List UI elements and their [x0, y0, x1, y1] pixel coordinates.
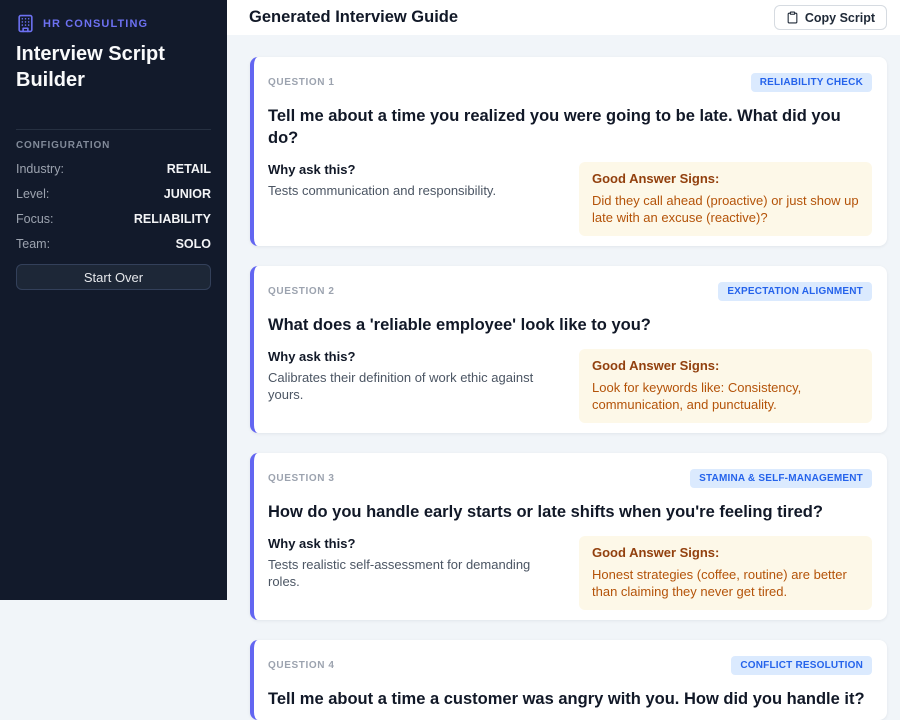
card-body — [268, 162, 872, 236]
signs-label: Good Answer Signs: — [592, 358, 720, 373]
copy-script-label: Copy Script — [804, 10, 875, 25]
signs-text: Look for keywords like: Consistency, communication, and punctuality. — [592, 380, 802, 412]
config-value: RETAIL — [166, 162, 211, 176]
copy-script-button[interactable] — [774, 5, 887, 30]
question-title: How do you handle early starts or late shifts when you're feeling tired? — [268, 503, 823, 521]
config-label: Level: — [16, 187, 50, 201]
config-row-focus — [16, 212, 211, 226]
page-title: Generated Interview Guide — [249, 8, 459, 26]
question-card-4 — [250, 640, 887, 720]
clipboard-icon — [786, 11, 799, 24]
category-badge: STAMINA & SELF-MANAGEMENT — [690, 469, 872, 488]
question-number: QUESTION 1 — [268, 77, 335, 88]
card-head — [268, 282, 872, 301]
brand — [16, 14, 211, 33]
good-answer-signs — [579, 349, 872, 423]
question-card-2 — [250, 266, 887, 433]
why-section — [268, 349, 561, 403]
category-badge: RELIABILITY CHECK — [751, 73, 872, 92]
config-value: RELIABILITY — [133, 212, 211, 226]
category-badge: CONFLICT RESOLUTION — [731, 656, 872, 675]
question-number: QUESTION 4 — [268, 660, 335, 671]
signs-text: Honest strategies (coffee, routine) are better than claiming they never get tired. — [592, 567, 847, 599]
signs-label: Good Answer Signs: — [592, 171, 720, 186]
main-panel — [227, 0, 900, 708]
config-row-level — [16, 187, 211, 201]
card-head — [268, 469, 872, 488]
config-value: SOLO — [175, 237, 211, 251]
card-head — [268, 73, 872, 92]
signs-label: Good Answer Signs: — [592, 545, 720, 560]
card-body — [268, 536, 872, 610]
question-title: What does a 'reliable employee' look like to you? — [268, 316, 651, 334]
config-row-industry — [16, 162, 211, 176]
question-title: Tell me about a time you realized you were going to be late. What did you do? — [268, 107, 841, 147]
good-answer-signs — [579, 536, 872, 610]
why-label: Why ask this? — [268, 349, 356, 364]
why-label: Why ask this? — [268, 536, 356, 551]
why-section — [268, 536, 561, 590]
sidebar — [0, 0, 227, 600]
start-over-button[interactable]: Start Over — [16, 264, 211, 290]
card-head — [268, 656, 872, 675]
app-title: Interview Script Builder — [16, 43, 165, 91]
question-card-1 — [250, 57, 887, 246]
config-label: Team: — [16, 237, 51, 251]
question-card-3 — [250, 453, 887, 620]
main-header — [227, 0, 900, 35]
config-row-team — [16, 237, 211, 251]
config-label: Focus: — [16, 212, 54, 226]
sidebar-divider — [16, 129, 211, 130]
why-text: Calibrates their definition of work ethic against yours. — [268, 370, 534, 402]
config-label: Industry: — [16, 162, 64, 176]
why-section — [268, 162, 561, 199]
brand-name: HR CONSULTING — [43, 17, 149, 30]
question-number: QUESTION 2 — [268, 286, 335, 297]
question-number: QUESTION 3 — [268, 473, 335, 484]
card-body — [268, 349, 872, 423]
why-label: Why ask this? — [268, 162, 356, 177]
why-text: Tests realistic self-assessment for demanding roles. — [268, 557, 531, 589]
configuration-heading: CONFIGURATION — [16, 140, 111, 151]
signs-text: Did they call ahead (proactive) or just show up late with an excuse (reactive)? — [592, 193, 859, 225]
good-answer-signs — [579, 162, 872, 236]
category-badge: EXPECTATION ALIGNMENT — [718, 282, 872, 301]
config-value: JUNIOR — [163, 187, 211, 201]
building-icon — [16, 14, 35, 33]
question-list — [227, 35, 900, 720]
why-text: Tests communication and responsibility. — [268, 183, 497, 198]
question-title: Tell me about a time a customer was angry with you. How did you handle it? — [268, 690, 865, 708]
